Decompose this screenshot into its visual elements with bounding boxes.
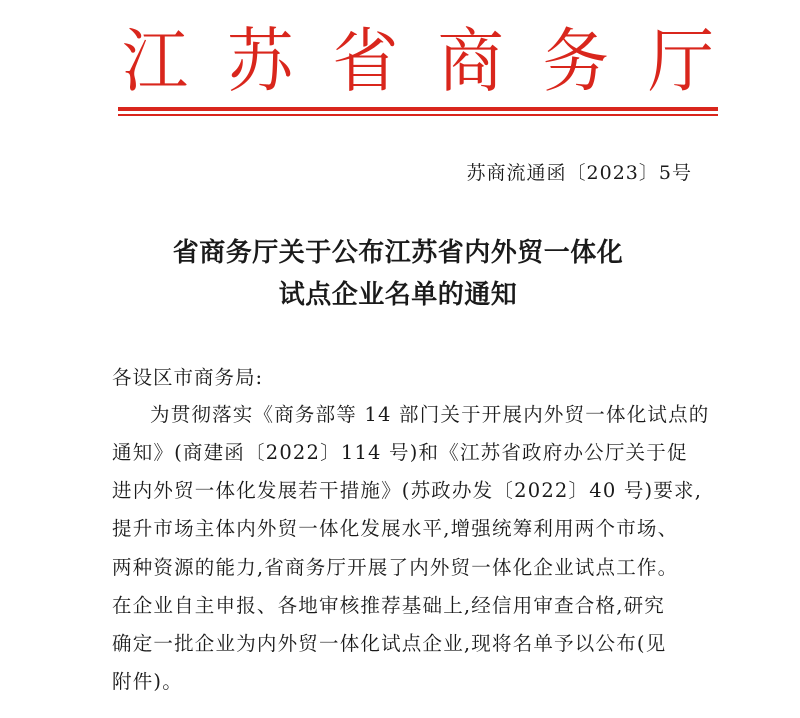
masthead-char: 厅 xyxy=(647,21,714,102)
notice-title-line-2: 试点企业名单的通知 xyxy=(278,280,518,310)
masthead-char: 江 xyxy=(122,21,188,102)
salutation: 各设区市商务局: xyxy=(112,366,264,389)
body-line: 提升市场主体内外贸一体化发展水平,增强统筹利用两个市场、 xyxy=(112,517,679,540)
masthead-rule-thick xyxy=(118,107,718,111)
body-line: 通知》(商建函〔2022〕114 号)和《江苏省政府办公厅关于促 xyxy=(112,441,688,464)
masthead-char: 务 xyxy=(542,21,609,102)
document-number: 苏商流通函〔2023〕5号 xyxy=(466,162,692,184)
body-line: 两种资源的能力,省商务厅开展了内外贸一体化企业试点工作。 xyxy=(112,556,679,579)
masthead-rule-thin xyxy=(118,114,718,116)
masthead-title xyxy=(118,21,718,102)
body-line: 进内外贸一体化发展若干措施》(苏政办发〔2022〕40 号)要求, xyxy=(112,479,703,502)
notice-title-line-1: 省商务厅关于公布江苏省内外贸一体化 xyxy=(172,238,624,268)
body-line: 为贯彻落实《商务部等 14 部门关于开展内外贸一体化试点的 xyxy=(150,403,710,426)
masthead-char: 省 xyxy=(332,21,399,102)
body-line: 附件)。 xyxy=(112,670,183,693)
masthead-char: 苏 xyxy=(227,21,294,102)
body-line: 确定一批企业为内外贸一体化试点企业,现将名单予以公布(见 xyxy=(112,632,667,655)
masthead-char: 商 xyxy=(437,21,504,102)
body-line: 在企业自主申报、各地审核推荐基础上,经信用审查合格,研究 xyxy=(112,594,665,617)
